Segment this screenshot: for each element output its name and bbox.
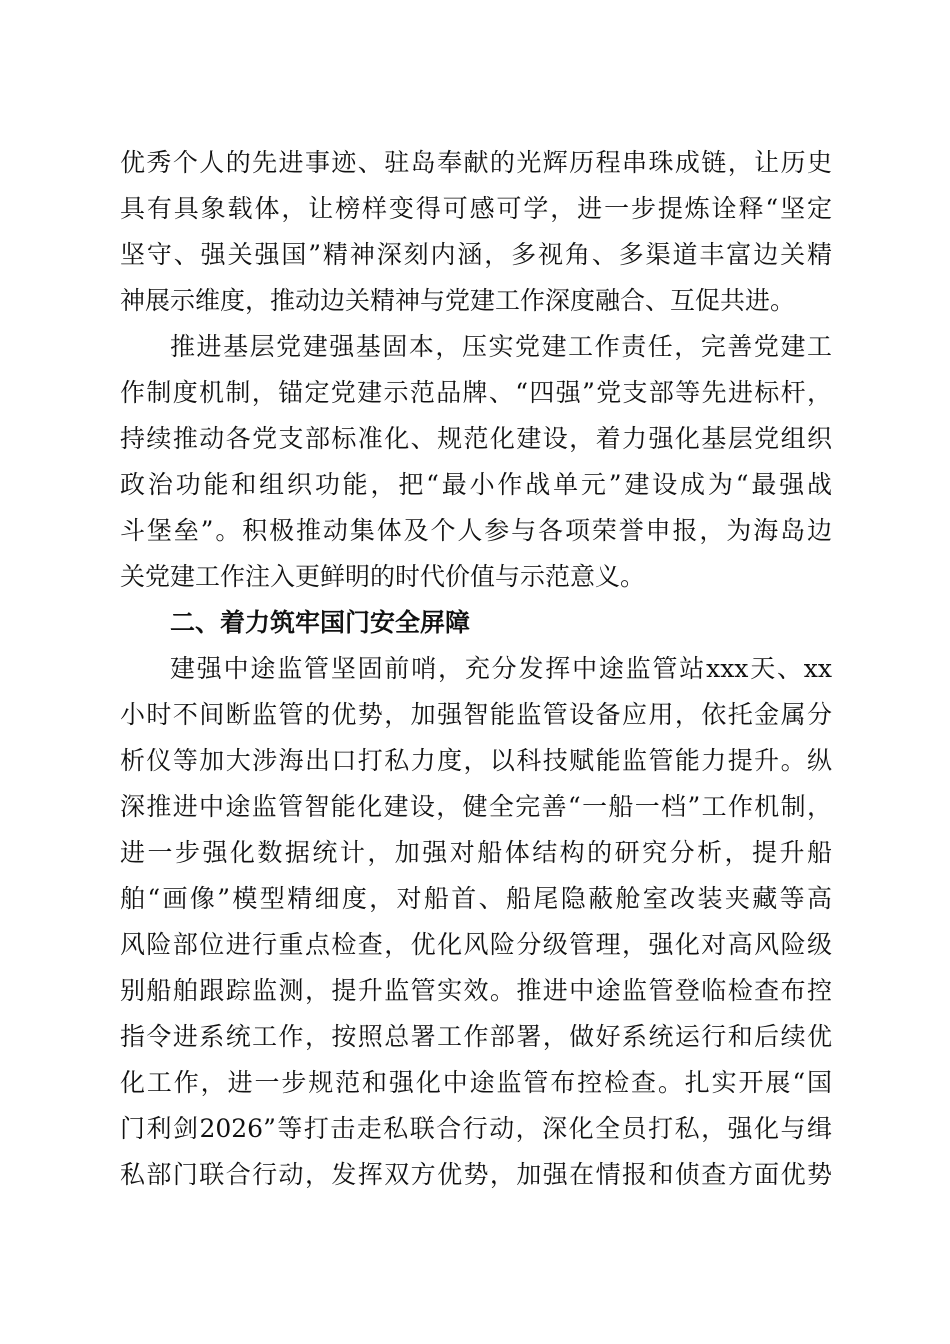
paragraph-2-line-3: 持续推动各党支部标准化、规范化建设，着力强化基层党组织: [120, 424, 832, 453]
paragraph-3-line-4: 深推进中途监管智能化建设，健全完善“一船一档”工作机制，: [120, 792, 832, 821]
paragraph-3-line-5: 进一步强化数据统计，加强对船体结构的研究分析，提升船: [120, 838, 832, 867]
paragraph-3-line-9: 指令进系统工作，按照总署工作部署，做好系统运行和后续优: [120, 1022, 832, 1051]
paragraph-3-line-2: 小时不间断监管的优势，加强智能监管设备应用，依托金属分: [120, 700, 832, 729]
paragraph-3-line-3: 析仪等加大涉海出口打私力度，以科技赋能监管能力提升。纵: [120, 746, 832, 775]
paragraph-3-line-7: 风险部位进行重点检查，优化风险分级管理，强化对高风险级: [120, 930, 832, 959]
paragraph-1-line-2: 具有具象载体，让榜样变得可感可学，进一步提炼诠释“坚定: [120, 194, 832, 223]
paragraph-3-line-1: 建强中途监管坚固前哨，充分发挥中途监管站xxx天、xx: [170, 654, 832, 683]
paragraph-3-line-8: 别船舶跟踪监测，提升监管实效。推进中途监管登临检查布控: [120, 976, 832, 1005]
paragraph-2-line-2: 作制度机制，锚定党建示范品牌、“四强”党支部等先进标杆，: [120, 378, 832, 407]
paragraph-2-line-4: 政治功能和组织功能，把“最小作战单元”建设成为“最强战: [120, 470, 832, 499]
paragraph-3-line-10: 化工作，进一步规范和强化中途监管布控检查。扎实开展“国: [120, 1068, 832, 1097]
paragraph-1-line-1: 优秀个人的先进事迹、驻岛奉献的光辉历程串珠成链，让历史: [120, 148, 832, 177]
paragraph-3-line-11: 门利剑2026”等打击走私联合行动，深化全员打私，强化与缉: [120, 1114, 832, 1143]
section-heading: 二、着力筑牢国门安全屏障: [170, 608, 471, 637]
paragraph-1-line-4: 神展示维度，推动边关精神与党建工作深度融合、互促共进。: [120, 286, 796, 315]
paragraph-1-line-3: 坚守、强关强国”精神深刻内涵，多视角、多渠道丰富边关精: [120, 240, 832, 269]
paragraph-2-line-6: 关党建工作注入更鲜明的时代价值与示范意义。: [120, 562, 646, 591]
paragraph-3-line-12: 私部门联合行动，发挥双方优势，加强在情报和侦查方面优势: [120, 1160, 832, 1189]
paragraph-2-line-5: 斗堡垒”。积极推动集体及个人参与各项荣誉申报，为海岛边: [120, 516, 832, 545]
paragraph-2-line-1: 推进基层党建强基固本，压实党建工作责任，完善党建工: [170, 332, 832, 361]
paragraph-3-line-6: 舶“画像”模型精细度，对船首、船尾隐蔽舱室改装夹藏等高: [120, 884, 832, 913]
